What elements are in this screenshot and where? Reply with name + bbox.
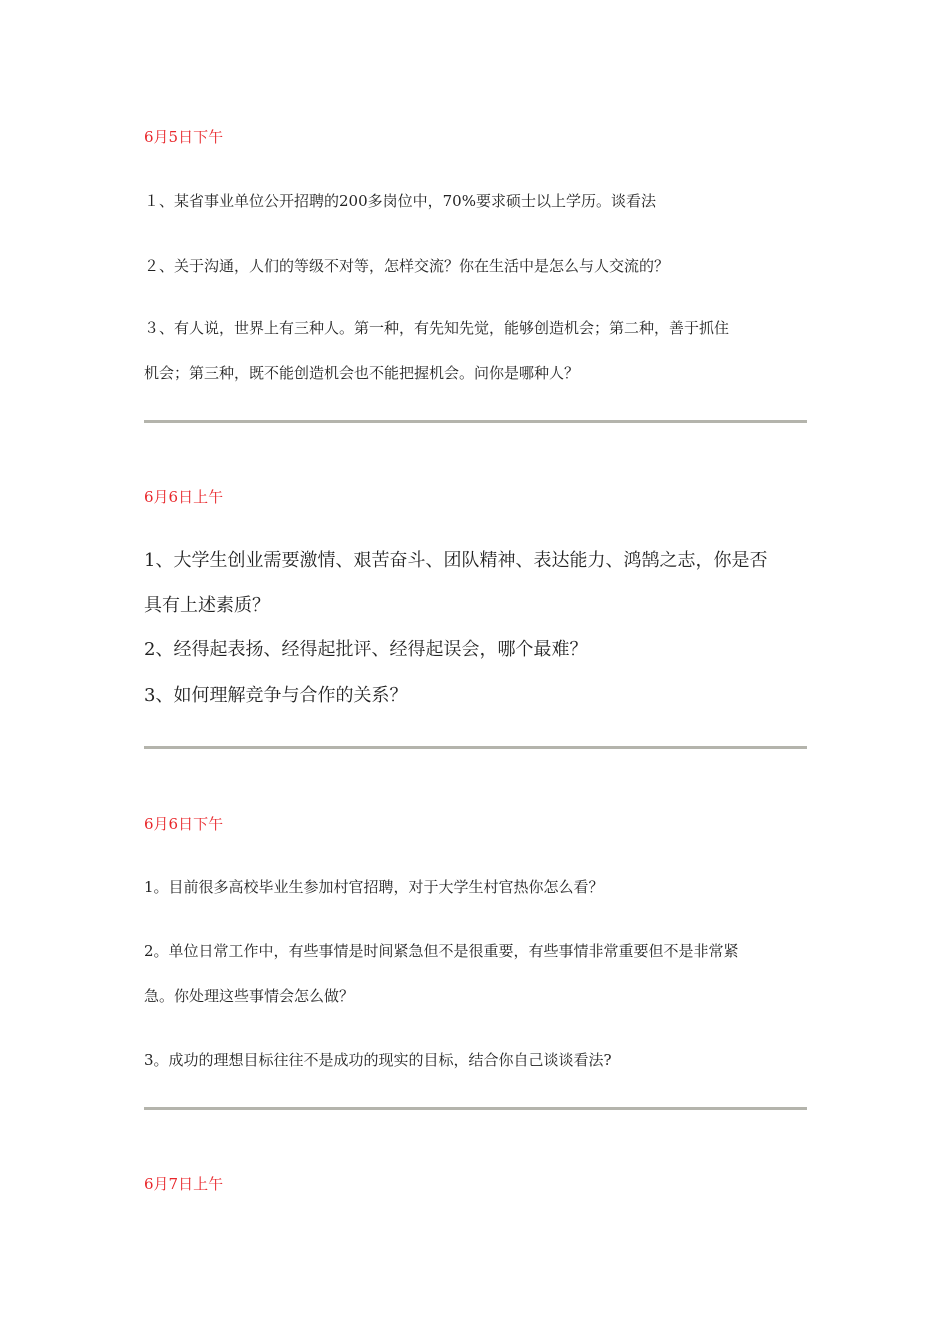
question-line: １、某省事业单位公开招聘的200多岗位中，70%要求硕士以上学历。谈看法 (144, 192, 656, 210)
question-line: 2。单位日常工作中，有些事情是时间紧急但不是很重要，有些事情非常重要但不是非常紧 (144, 942, 739, 960)
question-line: 3、如何理解竞争与合作的关系？ (144, 685, 408, 706)
section-heading-jun6-am: 6月6日上午 (144, 488, 224, 506)
section-heading-jun7-am: 6月7日上午 (144, 1175, 224, 1193)
question-line: 具有上述素质？ (144, 595, 270, 616)
question-line: 1、大学生创业需要激情、艰苦奋斗、团队精神、表达能力、鸿鹄之志，你是否 (144, 550, 768, 571)
section-divider (144, 420, 807, 423)
section-divider (144, 1107, 807, 1110)
question-line: ２、关于沟通，人们的等级不对等，怎样交流？你在生活中是怎么与人交流的？ (144, 257, 670, 275)
section-heading-jun6-pm: 6月6日下午 (144, 815, 224, 833)
question-line: 机会；第三种，既不能创造机会也不能把握机会。问你是哪种人？ (144, 364, 580, 382)
question-line: 2、经得起表扬、经得起批评、经得起误会，哪个最难？ (144, 639, 588, 660)
section-divider (144, 746, 807, 749)
question-line: 3。成功的理想目标往往不是成功的现实的目标，结合你自己谈谈看法? (144, 1051, 612, 1069)
question-line: 急。你处理这些事情会怎么做？ (144, 987, 355, 1005)
section-heading-jun5-pm: 6月5日下午 (144, 128, 224, 146)
question-line: 1。目前很多高校毕业生参加村官招聘，对于大学生村官热你怎么看？ (144, 878, 604, 896)
question-line: ３、有人说，世界上有三种人。第一种，有先知先觉，能够创造机会；第二种，善于抓住 (144, 319, 730, 337)
